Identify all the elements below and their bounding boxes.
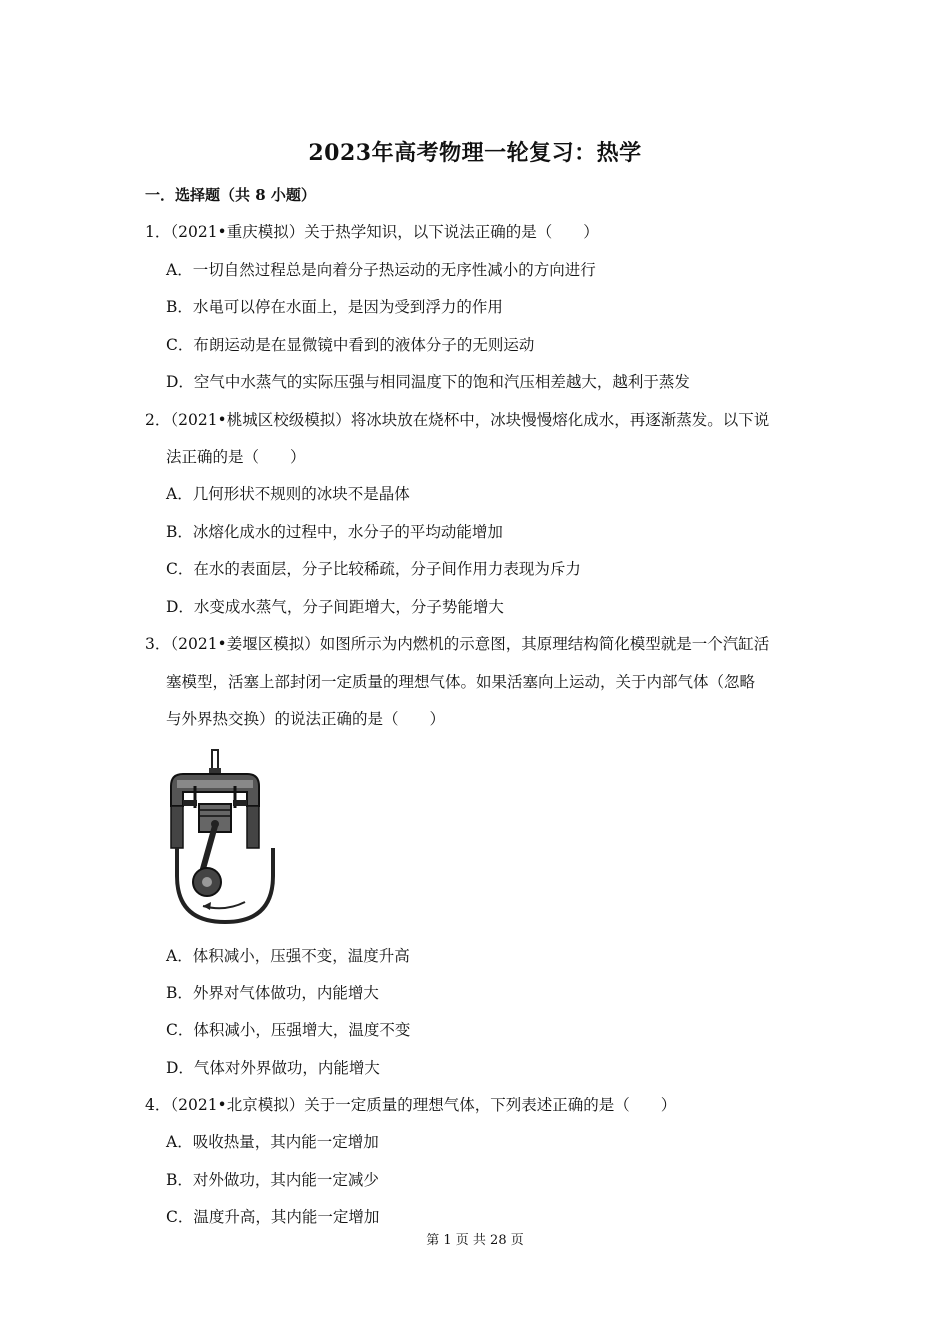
page-title: 2023年高考物理一轮复习：热学 <box>308 140 642 166</box>
question-1-option-a: A．一切自然过程总是向着分子热运动的无序性减小的方向进行 <box>166 261 596 279</box>
question-1-stem: 1．（2021•重庆模拟）关于热学知识，以下说法正确的是（ ） <box>145 223 599 241</box>
page-footer: 第 1 页 共 28 页 <box>426 1233 524 1248</box>
question-1-option-b: B．水黾可以停在水面上，是因为受到浮力的作用 <box>166 298 503 316</box>
question-3-stem-cont1: 塞模型，活塞上部封闭一定质量的理想气体。如果活塞向上运动，关于内部气体（忽略 <box>166 673 756 691</box>
left-valve-seat <box>183 800 197 806</box>
head-cavity <box>177 780 253 788</box>
question-2-stem-cont: 法正确的是（ ） <box>166 448 306 466</box>
question-2-option-b: B．冰熔化成水的过程中，水分子的平均动能增加 <box>166 523 503 541</box>
question-1-option-d: D．空气中水蒸气的实际压强与相同温度下的饱和汽压相差越大，越利于蒸发 <box>166 373 690 391</box>
question-3-option-c: C．体积减小，压强增大，温度不变 <box>166 1021 411 1039</box>
engine-diagram <box>163 746 287 928</box>
question-2-stem: 2．（2021•桃城区校级模拟）将冰块放在烧杯中，冰块慢慢熔化成水，再逐渐蒸发。以下说 <box>145 411 770 429</box>
question-4-option-b: B．对外做功，其内能一定减少 <box>166 1171 379 1189</box>
question-2-option-c: C．在水的表面层，分子比较稀疏，分子间作用力表现为斥力 <box>166 560 581 578</box>
question-4-option-a: A．吸收热量，其内能一定增加 <box>166 1133 379 1151</box>
question-3-option-a: A．体积减小，压强不变，温度升高 <box>166 947 410 965</box>
question-2-option-d: D．水变成水蒸气，分子间距增大，分子势能增大 <box>166 598 504 616</box>
question-4-option-c: C．温度升高，其内能一定增加 <box>166 1208 380 1226</box>
spark-plug <box>212 750 218 770</box>
cylinder-wall-left <box>171 806 183 848</box>
section-heading: 一．选择题（共 8 小题） <box>145 186 316 204</box>
question-3-stem: 3．（2021•姜堰区模拟）如图所示为内燃机的示意图，其原理结构简化模型就是一个汽缸活 <box>145 635 770 653</box>
crankcase <box>177 848 273 922</box>
question-1-option-c: C．布朗运动是在显微镜中看到的液体分子的无则运动 <box>166 336 535 354</box>
question-3-stem-cont2: 与外界热交换）的说法正确的是（ ） <box>166 710 446 728</box>
right-valve-seat <box>233 800 247 806</box>
question-4-stem: 4．（2021•北京模拟）关于一定质量的理想气体，下列表述正确的是（ ） <box>145 1096 677 1114</box>
question-3-option-b: B．外界对气体做功，内能增大 <box>166 984 379 1002</box>
question-3-option-d: D．气体对外界做功，内能增大 <box>166 1059 380 1077</box>
question-2-option-a: A．几何形状不规则的冰块不是晶体 <box>166 485 410 503</box>
cylinder-wall-right <box>247 806 259 848</box>
